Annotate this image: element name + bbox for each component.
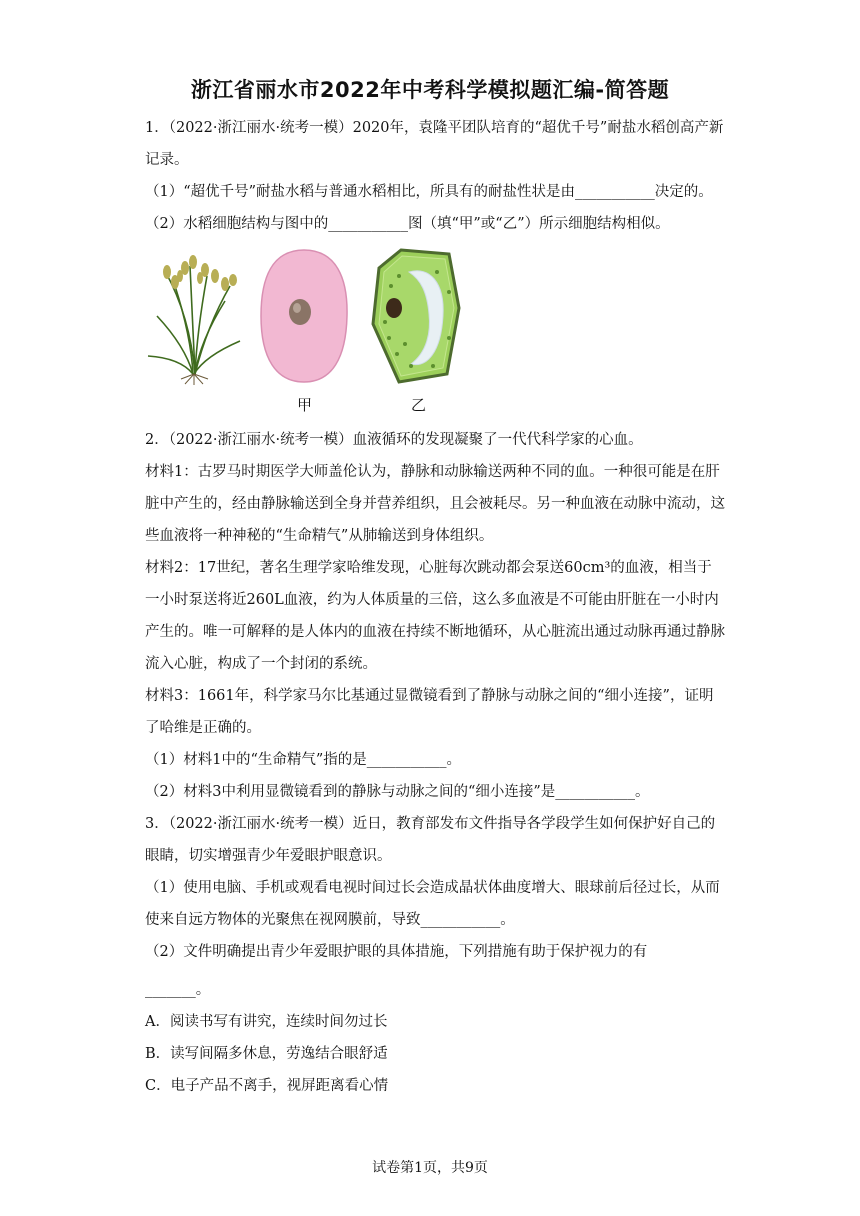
question-3-option-a: A．阅读书写有讲究，连续时间勿过长 — [145, 1014, 388, 1030]
question-3-stem: 3．（2022·浙江丽水·统考一模）近日，教育部发布文件指导各学段学生如何保护好自己的眼睛，切实增强青少年爱眼护眼意识。 — [145, 816, 716, 864]
figure-label-a: 甲 — [297, 396, 313, 414]
question-list — [145, 112, 725, 1102]
question-1-stem: 1．（2022·浙江丽水·统考一模）2020年，袁隆平团队培育的“超优千号”耐盐水稻创高产新记录。 — [145, 120, 724, 168]
question-2-sub-1: （1）材料1中的“生命精气”指的是___________。 — [145, 752, 462, 768]
page-title: 浙江省丽水市2022年中考科学模拟题汇编-简答题 — [190, 78, 670, 102]
question-2-sub-2: （2）材料3中利用显微镜看到的静脉与动脉之间的“细小连接”是___________。 — [145, 784, 650, 800]
question-3-answer-blank: _______。 — [145, 982, 211, 998]
question-3-sub-2: （2）文件明确提出青少年爱眼护眼的具体措施，下列措施有助于保护视力的有 — [145, 944, 648, 960]
question-3-option-b: B．读写间隔多休息，劳逸结合眼舒适 — [145, 1046, 388, 1062]
question-2-material-2: 材料2：17世纪，著名生理学家哈维发现，心脏每次跳动都会泵送60cm³的血液，相当于一小时泵送将近260L血液，约为人体质量的三倍，这么多血液是不可能由肝脏在一小时内产生的。唯一可解释的是人体内的血液在持续不断地循环，从心脏流出通过动脉再通过静脉流入心脏，构成了一个封闭的系统。 — [145, 560, 725, 672]
rice-plant-image — [145, 246, 245, 386]
question-2-material-3: 材料3：1661年，科学家马尔比基通过显微镜看到了静脉与动脉之间的“细小连接”，证明了哈维是正确的。 — [145, 688, 714, 736]
animal-cell-image — [258, 248, 350, 384]
question-3-option-c: C．电子产品不离手，视屏距离看心情 — [145, 1078, 389, 1094]
question-1-sub-1: （1）“超优千号”耐盐水稻与普通水稻相比，所具有的耐盐性状是由___________决定的。 — [145, 184, 713, 200]
plant-cell-image — [371, 248, 461, 384]
question-3-sub-1: （1）使用电脑、手机或观看电视时间过长会造成晶状体曲度增大、眼球前后径过长，从而使来自远方物体的光聚焦在视网膜前，导致___________。 — [145, 880, 720, 928]
question-1-sub-2: （2）水稻细胞结构与图中的___________图（填“甲”或“乙”）所示细胞结构相似。 — [145, 216, 670, 232]
question-2-stem: 2．（2022·浙江丽水·统考一模）血液循环的发现凝聚了一代代科学家的心血。 — [145, 432, 643, 448]
page-footer: 试卷第1页，共9页 — [372, 1160, 488, 1176]
question-2-material-1: 材料1：古罗马时期医学大师盖伦认为，静脉和动脉输送两种不同的血。一种很可能是在肝脏中产生的，经由静脉输送到全身并营养组织，且会被耗尽。另一种血液在动脉中流动，这些血液将一种神秘的“生命精气”从肺输送到身体组织。 — [145, 464, 725, 544]
figure-label-b: 乙 — [411, 396, 427, 414]
question-1-figure — [145, 246, 725, 422]
